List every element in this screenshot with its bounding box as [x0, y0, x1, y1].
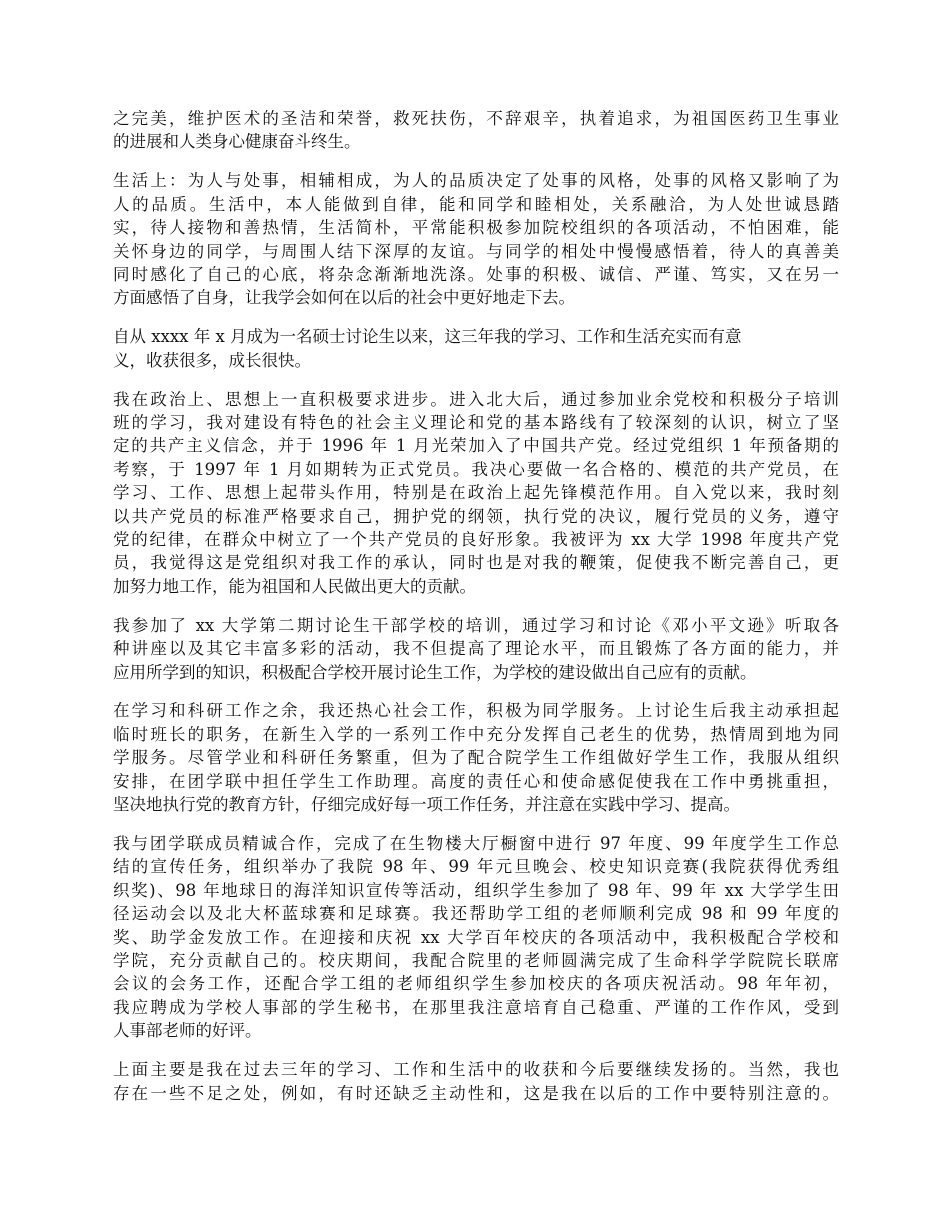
text-line: 义，收获很多，成长很快。 [113, 350, 311, 370]
text-line: 我与团学联成员精诚合作，完成了在生物楼大厅橱窗中进行 97 年度、99 年度学生工作总 [113, 833, 839, 853]
text-line: 之完美，维护医术的圣洁和荣誉，救死扶伤，不辞艰辛，执着追求，为祖国医药卫生事业 [113, 109, 839, 128]
text-line: 自从 xxxx 年 x 月成为一名硕士讨论生以来，这三年我的学习、工作和生活充实而有意 [113, 327, 742, 347]
text-line: 同时感化了自己的心底，将杂念渐渐地洗涤。处事的积极、诚信、严谨、笃实，又在另一 [113, 264, 839, 284]
text-line: 会议的会务工作，还配合学工组的老师组织学生参加校庆的各项庆祝活动。98 年年初， [113, 974, 839, 994]
paragraph-7 [113, 832, 839, 1043]
paragraph-4 [113, 388, 839, 599]
text-line: 我在政治上、思想上一直积极要求进步。进入北大后，通过参加业余党校和积极分子培训 [113, 389, 839, 409]
text-line: 关怀身边的同学，与周围人结下深厚的友谊。与同学的相处中慢慢感悟着，待人的真善美 [113, 241, 839, 261]
text-line: 应用所学到的知识，积极配合学校开展讨论生工作，为学校的建设做出自己应有的贡献。 [113, 662, 757, 682]
text-line: 我参加了 xx 大学第二期讨论生干部学校的培训，通过学习和讨论《邓小平文逊》听取各 [113, 615, 839, 635]
text-line: 实，待人接物和善热情，生活简朴，平常能积极参加院校组织的各项活动，不怕困难，能 [113, 218, 839, 238]
paragraph-1 [113, 107, 839, 154]
text-line: 人的品质。生活中，本人能做到自律，能和同学和睦相处，关系融洽，为人处世诚恳踏 [113, 194, 839, 214]
text-line: 径运动会以及北大杯蓝球赛和足球赛。我还帮助学工组的老师顺利完成 98 和 99 年度的 [113, 904, 839, 924]
text-line: 考察，于 1997 年 1 月如期转为正式党员。我决心要做一名合格的、模范的共产党员，在 [113, 459, 839, 479]
paragraph-2 [113, 169, 839, 309]
text-line: 学习、工作、思想上起带头作用，特别是在政治上起先锋模范作用。自入党以来，我时刻 [113, 483, 839, 503]
text-line: 坚决地执行党的教育方针，仔细完成好每一项工作任务，并注意在实践中学习、提高。 [113, 795, 740, 815]
text-line: 安排，在团学联中担任学生工作助理。高度的责任心和使命感促使我在工作中勇挑重担， [113, 771, 839, 791]
document-page [113, 107, 839, 1120]
text-line: 上面主要是我在过去三年的学习、工作和生活中的收获和今后要继续发扬的。当然，我也 [113, 1060, 839, 1080]
text-line: 党的纪律，在群众中树立了一个共产党员的良好形象。我被评为 xx 大学 1998 年度共产党 [113, 530, 839, 549]
text-line: 结的宣传任务，组织举办了我院 98 年、99 年元旦晚会、校史知识竞赛(我院获得优秀组 [113, 857, 839, 877]
text-line: 生活上：为人与处事，相辅相成，为人的品质决定了处事的风格，处事的风格又影响了为 [113, 171, 839, 191]
text-line: 在学习和科研工作之余，我还热心社会工作，积极为同学服务。上讨论生后我主动承担起 [113, 701, 839, 721]
text-line: 班的学习，我对建设有特色的社会主义理论和党的基本路线有了较深刻的认识，树立了坚 [113, 412, 839, 432]
text-line: 加努力地工作，能为祖国和人民做出更大的贡献。 [113, 576, 476, 596]
text-line: 员，我觉得这是党组织对我工作的承认，同时也是对我的鞭策，促使我不断完善自己，更 [113, 553, 839, 573]
text-line: 以共产党员的标准严格要求自己，拥护党的纲领，执行党的决议，履行党员的义务，遵守 [113, 506, 839, 526]
paragraph-6 [113, 699, 839, 816]
paragraph-5 [113, 614, 839, 684]
text-line: 我应聘成为学校人事部的学生秘书，在那里我注意培育自己稳重、严谨的工作作风，受到 [113, 997, 839, 1017]
text-line: 学服务。尽管学业和科研任务繁重，但为了配合院学生工作组做好学生工作，我服从组织 [113, 748, 839, 768]
text-line: 人事部老师的好评。 [113, 1021, 262, 1041]
paragraph-3 [113, 325, 839, 372]
text-line: 奖、助学金发放工作。在迎接和庆祝 xx 大学百年校庆的各项活动中，我积极配合学校和 [113, 927, 839, 947]
text-line: 种讲座以及其它丰富多彩的活动，我不但提高了理论水平，而且锻炼了各方面的能力，并 [113, 639, 839, 659]
text-line: 临时班长的职务，在新生入学的一系列工作中充分发挥自己老生的优势，热情周到地为同 [113, 724, 839, 744]
text-line: 存在一些不足之处，例如，有时还缺乏主动性和，这是我在以后的工作中要特别注意的。 [113, 1083, 839, 1103]
text-line: 织奖)、98 年地球日的海洋知识宣传等活动，组织学生参加了 98 年、99 年 xx 大学学生田 [113, 880, 839, 900]
text-line: 定的共产主义信念，并于 1996 年 1 月光荣加入了中国共产党。经过党组织 1 年预备期的 [113, 436, 839, 456]
text-line: 学院，充分贡献自己的。校庆期间，我配合院里的老师圆满完成了生命科学学院院长联席 [113, 951, 839, 970]
text-line: 的进展和人类身心健康奋斗终生。 [113, 132, 361, 152]
text-line: 方面感悟了自身，让我学会如何在以后的社会中更好地走下去。 [113, 288, 575, 308]
paragraph-8 [113, 1058, 839, 1105]
